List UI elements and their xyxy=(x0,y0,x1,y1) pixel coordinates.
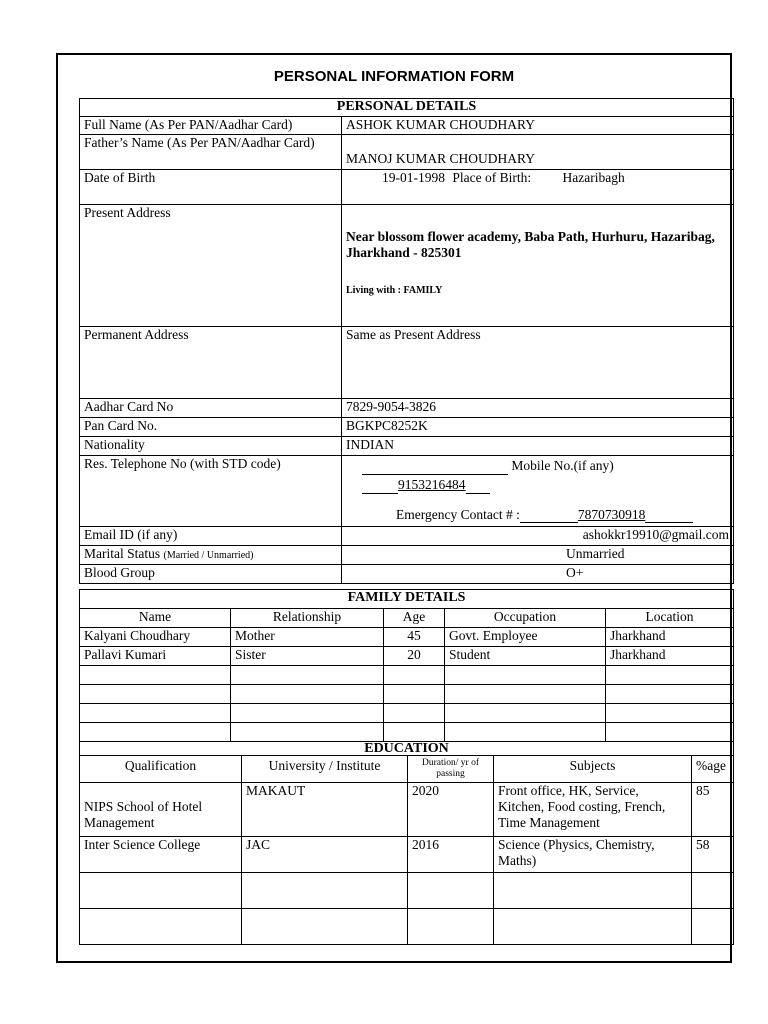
edu-col-university: University / Institute xyxy=(242,756,408,783)
mobile-label: Mobile No.(if any) xyxy=(511,458,614,473)
family-cell-location: Jharkhand xyxy=(606,628,734,647)
mobile-blank-left xyxy=(362,493,398,494)
family-cell-occupation: Govt. Employee xyxy=(445,628,606,647)
telephone-label: Res. Telephone No (with STD code) xyxy=(80,456,342,527)
family-cell-occupation: Student xyxy=(445,647,606,666)
table-row-empty xyxy=(80,909,734,945)
personal-details-heading: PERSONAL DETAILS xyxy=(80,99,734,117)
mobile-value: 9153216484 xyxy=(398,477,466,492)
family-cell-name: Pallavi Kumari xyxy=(80,647,231,666)
full-name-value: ASHOK KUMAR CHOUDHARY xyxy=(342,117,734,135)
table-row-empty xyxy=(80,666,734,685)
family-cell-age: 45 xyxy=(384,628,445,647)
table-row xyxy=(80,783,734,837)
table-row xyxy=(80,628,734,647)
table-row-empty xyxy=(80,704,734,723)
father-name-cell xyxy=(342,135,734,170)
pan-label: Pan Card No. xyxy=(80,418,342,437)
table-row-empty xyxy=(80,685,734,704)
permanent-address-label: Permanent Address xyxy=(80,327,342,399)
living-with: Living with : FAMILY xyxy=(346,285,443,296)
email-value: ashokkr19910@gmail.com xyxy=(342,527,734,546)
table-row xyxy=(80,837,734,873)
personal-details-table xyxy=(79,98,734,584)
blood-group-value: O+ xyxy=(342,565,734,584)
emergency-blank-left xyxy=(520,522,578,523)
pob-value: Hazaribagh xyxy=(562,170,625,185)
emergency-value: 7870730918 xyxy=(577,507,646,522)
nationality-label: Nationality xyxy=(80,437,342,456)
father-name-value: MANOJ KUMAR CHOUDHARY xyxy=(346,151,536,166)
family-col-location: Location xyxy=(606,609,734,628)
present-address-value: Near blossom flower academy, Baba Path, Hurhuru, Hazaribag, Jharkhand - 825301 xyxy=(346,229,715,260)
family-col-age: Age xyxy=(384,609,445,628)
table-row xyxy=(80,647,734,666)
emergency-blank-right xyxy=(645,522,693,523)
telephone-cell xyxy=(342,456,734,527)
edu-cell-university: MAKAUT xyxy=(242,783,408,837)
edu-cell-duration: 2020 xyxy=(408,783,494,837)
marital-hint: (Married / Unmarried) xyxy=(163,550,254,561)
family-cell-age: 20 xyxy=(384,647,445,666)
edu-cell-subjects: Science (Physics, Chemistry, Maths) xyxy=(494,837,692,873)
edu-cell-qualification: Inter Science College xyxy=(80,837,242,873)
aadhar-label: Aadhar Card No xyxy=(80,399,342,418)
family-cell-name: Kalyani Choudhary xyxy=(80,628,231,647)
edu-cell-university: JAC xyxy=(242,837,408,873)
pan-value: BGKPC8252K xyxy=(342,418,734,437)
family-details-heading: FAMILY DETAILS xyxy=(80,590,734,609)
pob-label: Place of Birth: xyxy=(452,170,532,185)
dob-value: 19-01-1998 xyxy=(382,170,445,185)
email-label: Email ID (if any) xyxy=(80,527,342,546)
table-row-empty xyxy=(80,723,734,742)
blood-group-label: Blood Group xyxy=(80,565,342,584)
dob-cell xyxy=(342,170,734,205)
edu-col-duration: Duration/ yr of passing xyxy=(408,756,494,783)
full-name-label: Full Name (As Per PAN/Aadhar Card) xyxy=(80,117,342,135)
marital-label: Marital Status xyxy=(84,546,161,561)
family-col-occupation: Occupation xyxy=(445,609,606,628)
permanent-address-value: Same as Present Address xyxy=(342,327,734,399)
family-col-relationship: Relationship xyxy=(231,609,384,628)
dob-label: Date of Birth xyxy=(80,170,342,205)
nationality-value: INDIAN xyxy=(342,437,734,456)
edu-cell-subjects: Front office, HK, Service, Kitchen, Food costing, French, Time Management xyxy=(494,783,692,837)
edu-col-subjects: Subjects xyxy=(494,756,692,783)
edu-cell-percentage: 85 xyxy=(692,783,734,837)
edu-cell-duration: 2016 xyxy=(408,837,494,873)
edu-col-qualification: Qualification xyxy=(80,756,242,783)
family-details-table xyxy=(79,589,734,742)
table-row-empty xyxy=(80,873,734,909)
edu-cell-percentage: 58 xyxy=(692,837,734,873)
form-title: PERSONAL INFORMATION FORM xyxy=(273,68,515,85)
edu-qualification-text: NIPS School of Hotel Management xyxy=(84,799,203,830)
aadhar-value: 7829-9054-3826 xyxy=(342,399,734,418)
marital-label-cell xyxy=(80,546,342,565)
education-heading: EDUCATION xyxy=(80,742,734,756)
marital-value: Unmarried xyxy=(342,546,734,565)
emergency-label: Emergency Contact # : xyxy=(396,507,520,522)
mobile-blank-right xyxy=(466,493,490,494)
present-address-cell xyxy=(342,205,734,327)
education-table xyxy=(79,741,734,945)
family-cell-relationship: Sister xyxy=(231,647,384,666)
present-address-label: Present Address xyxy=(80,205,342,327)
family-cell-location: Jharkhand xyxy=(606,647,734,666)
family-col-name: Name xyxy=(80,609,231,628)
edu-col-percentage: %age xyxy=(692,756,734,783)
family-cell-relationship: Mother xyxy=(231,628,384,647)
father-name-label: Father’s Name (As Per PAN/Aadhar Card) xyxy=(80,135,342,170)
edu-cell-qualification xyxy=(80,783,242,837)
